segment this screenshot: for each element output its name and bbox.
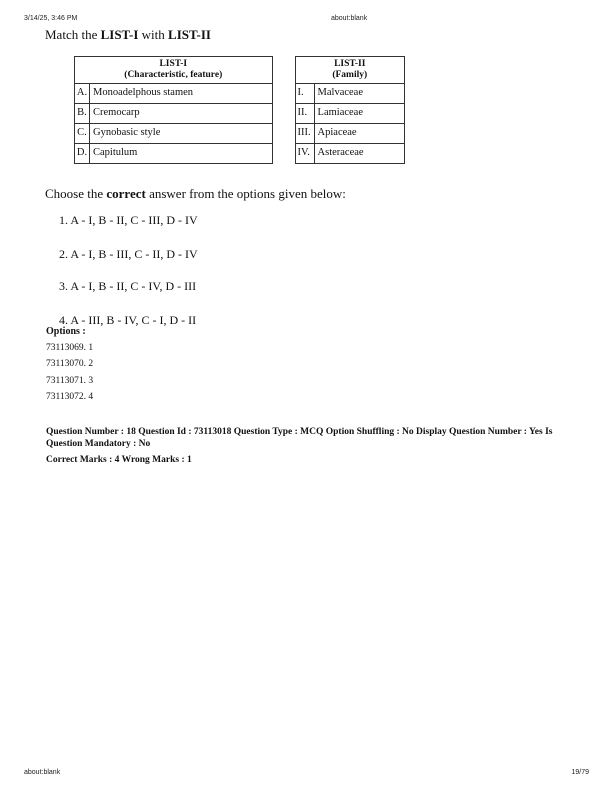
question-prefix: Match the xyxy=(45,27,101,42)
list2-item: Malvaceae xyxy=(314,84,404,104)
list2-label: II. xyxy=(295,104,314,124)
marks-meta: Correct Marks : 4 Wrong Marks : 1 xyxy=(46,455,192,465)
choose-bold: correct xyxy=(106,186,146,201)
question-list2: LIST-II xyxy=(168,27,211,42)
answer-option-4: 4. A - III, B - IV, C - I, D - II xyxy=(59,313,197,327)
print-datetime: 3/14/25, 3:46 PM xyxy=(24,15,78,22)
list2-subtitle: (Family) xyxy=(332,70,368,80)
list2-label: III. xyxy=(295,124,314,144)
question-text xyxy=(45,27,211,43)
table-row xyxy=(75,84,405,104)
list1-label: B. xyxy=(75,104,90,124)
print-url-header: about:blank xyxy=(331,15,368,22)
list1-item: Cremocarp xyxy=(90,104,273,124)
list1-item: Capitulum xyxy=(90,144,273,164)
list1-header xyxy=(75,57,273,84)
list1-item: Gynobasic style xyxy=(90,124,273,144)
list2-item: Apiaceae xyxy=(314,124,404,144)
option-id-3: 73113071. 3 xyxy=(46,376,94,386)
print-url-footer: about:blank xyxy=(24,769,61,776)
table-row xyxy=(75,124,405,144)
list1-item: Monoadelphous stamen xyxy=(90,84,273,104)
page-number: 19/79 xyxy=(571,769,589,776)
match-table xyxy=(74,56,405,164)
choose-pre: Choose the xyxy=(45,186,107,201)
list2-header xyxy=(295,57,404,84)
answer-option-2: 2. A - I, B - III, C - II, D - IV xyxy=(59,247,198,261)
match-table-header xyxy=(75,57,405,84)
option-id-2: 73113070. 2 xyxy=(46,359,94,369)
question-list1: LIST-I xyxy=(100,27,139,42)
list2-item: Lamiaceae xyxy=(314,104,404,124)
question-middle: with xyxy=(138,27,169,42)
list2-item: Asteraceae xyxy=(314,144,404,164)
list1-label: A. xyxy=(75,84,90,104)
choose-post: answer from the options given below: xyxy=(145,186,346,201)
answer-option-3: 3. A - I, B - II, C - IV, D - III xyxy=(59,279,197,293)
list2-label: IV. xyxy=(295,144,314,164)
list1-subtitle: (Characteristic, feature) xyxy=(124,70,223,80)
list1-label: D. xyxy=(75,144,90,164)
question-meta: Question Number : 18 Question Id : 73113018 Question Type : MCQ Option Shuffling : No Display Question Number : Yes Is Question Mandatory : No xyxy=(46,427,553,449)
table-row xyxy=(75,144,405,164)
list2-label: I. xyxy=(295,84,314,104)
option-id-4: 73113072. 4 xyxy=(46,392,94,402)
options-label: Options : xyxy=(46,326,86,337)
answer-option-1: 1. A - I, B - II, C - III, D - IV xyxy=(59,213,198,227)
list1-label: C. xyxy=(75,124,90,144)
list2-title: LIST-II xyxy=(334,59,366,70)
list1-title: LIST-I xyxy=(159,59,188,70)
option-id-1: 73113069. 1 xyxy=(46,343,94,353)
choose-instruction xyxy=(45,186,346,202)
table-row xyxy=(75,104,405,124)
